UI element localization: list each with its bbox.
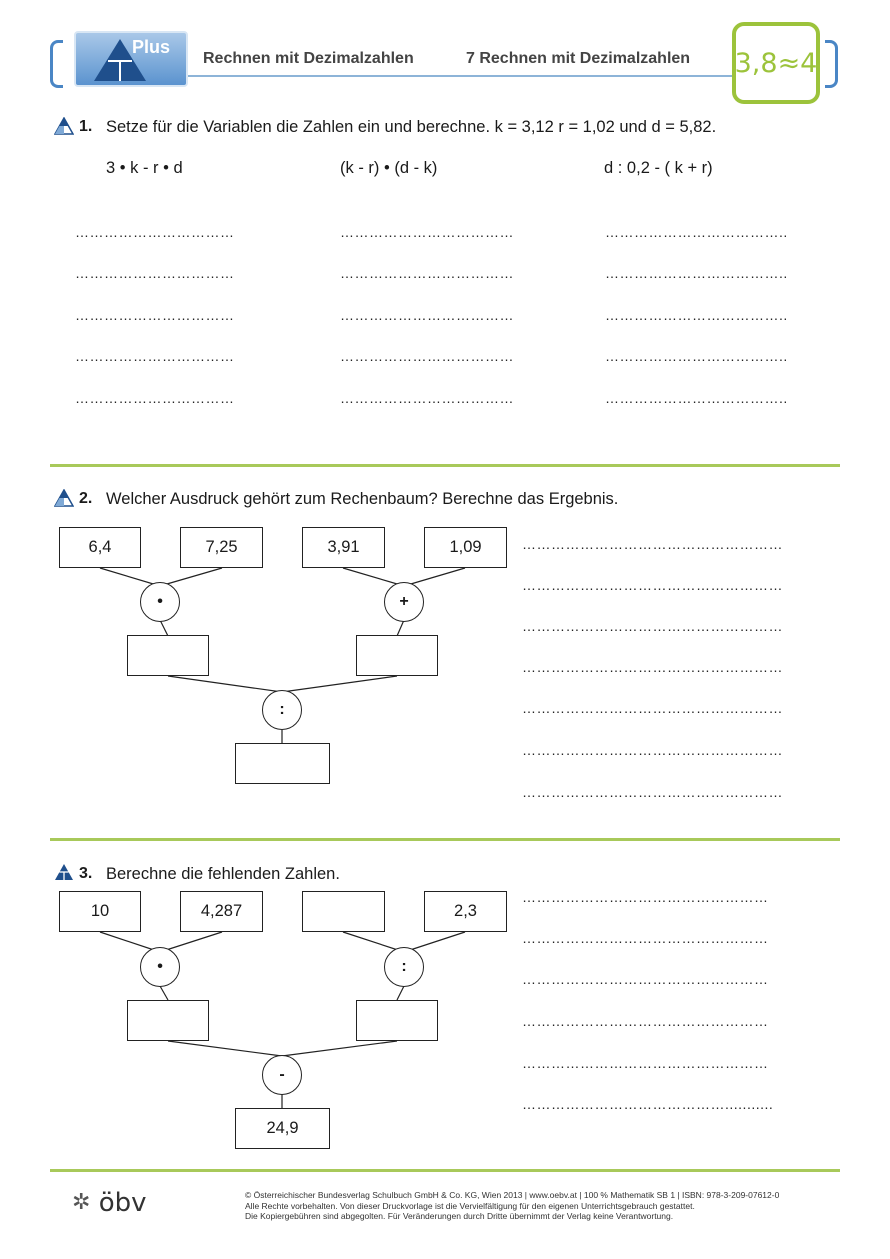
- answer-line[interactable]: ……………………………………………: [522, 1013, 769, 1029]
- tree3-value-box: 4,287: [180, 891, 263, 932]
- answer-line[interactable]: ………………………………..: [605, 390, 788, 406]
- answer-line[interactable]: ………………………………..: [605, 348, 788, 364]
- tree2-value-box: 1,09: [424, 527, 507, 568]
- answer-line[interactable]: ……………………………: [75, 390, 235, 406]
- answer-line[interactable]: ………………………………………………: [522, 659, 783, 675]
- answer-line[interactable]: ………………………………………………: [522, 618, 783, 634]
- footer-divider: [50, 1169, 840, 1172]
- answer-line[interactable]: ………………………………………………: [522, 536, 783, 552]
- answer-line[interactable]: ……………………………: [75, 348, 235, 364]
- rounding-badge: 3,8≈4: [732, 22, 820, 104]
- answer-line[interactable]: ………………………………..: [605, 307, 788, 323]
- answer-line[interactable]: ………………………………………………: [522, 577, 783, 593]
- copyright-line: Die Kopiergebühren sind abgegolten. Für Veränderungen durch Dritte übernimmt der Verlag keine Verantwortung.: [245, 1211, 674, 1221]
- task3-text: Berechne die fehlenden Zahlen.: [106, 865, 340, 883]
- answer-line[interactable]: ………………………………: [340, 307, 514, 323]
- answer-line[interactable]: ……………………………: [75, 265, 235, 281]
- task3-number: 3.: [79, 865, 93, 882]
- task1-text: Setze für die Variablen die Zahlen ein und berechne. k = 3,12 r = 1,02 und d = 5,82.: [106, 118, 717, 136]
- header-title-left: Rechnen mit Dezimalzahlen: [203, 50, 414, 67]
- answer-line[interactable]: ……………………………: [75, 224, 235, 240]
- publisher-logo: [72, 1188, 147, 1218]
- tree2-answer-box[interactable]: [356, 635, 438, 676]
- task1-expression-2: (k - r) • (d - k): [340, 159, 438, 177]
- answer-line[interactable]: ………………………………: [340, 390, 514, 406]
- answer-line[interactable]: ……………………………: [75, 307, 235, 323]
- copyright-notice: [245, 1190, 845, 1222]
- logo-text: Plus: [132, 37, 171, 57]
- task1-expression-1: 3 • k - r • d: [106, 159, 183, 177]
- answer-line[interactable]: ……………………………………...........: [522, 1096, 774, 1112]
- tree2-result-box[interactable]: [235, 743, 330, 784]
- answer-line[interactable]: ………………………………..: [605, 224, 788, 240]
- tree3-operator: •: [140, 947, 180, 987]
- tree2-answer-box[interactable]: [127, 635, 209, 676]
- answer-line[interactable]: ………………………………: [340, 265, 514, 281]
- answer-line[interactable]: ……………………………………………: [522, 930, 769, 946]
- answer-line[interactable]: ………………………………: [340, 224, 514, 240]
- task1-number: 1.: [79, 118, 93, 135]
- tree3-answer-box[interactable]: [356, 1000, 438, 1041]
- tree2-operator: :: [262, 690, 302, 730]
- task2-text: Welcher Ausdruck gehört zum Rechenbaum? Berechne das Ergebnis.: [106, 490, 619, 508]
- tree3-operator: :: [384, 947, 424, 987]
- answer-line[interactable]: ……………………………………………: [522, 1055, 769, 1071]
- tree2-value-box: 6,4: [59, 527, 141, 568]
- copyright-line: © Österreichischer Bundesverlag Schulbuch GmbH & Co. KG, Wien 2013 | www.oebv.at | 100 % Mathematik SB 1 | ISBN: 978-3-209-07612-0: [245, 1190, 780, 1200]
- answer-line[interactable]: ………………………………………………: [522, 742, 783, 758]
- section-divider: [50, 838, 840, 841]
- tree2-value-box: 3,91: [302, 527, 385, 568]
- task2-number: 2.: [79, 490, 93, 507]
- answer-line[interactable]: ………………………………..: [605, 265, 788, 281]
- answer-line[interactable]: ………………………………………………: [522, 784, 783, 800]
- answer-line[interactable]: ………………………………: [340, 348, 514, 364]
- tree3-operator: -: [262, 1055, 302, 1095]
- tree2-value-box: 7,25: [180, 527, 263, 568]
- publisher-name: öbv: [98, 1188, 147, 1218]
- answer-line[interactable]: ……………………………………………: [522, 889, 769, 905]
- tree2-operator: •: [140, 582, 180, 622]
- tree2-operator: +: [384, 582, 424, 622]
- task1-expression-3: d : 0,2 - ( k + r): [604, 159, 713, 177]
- answer-line[interactable]: ……………………………………………: [522, 971, 769, 987]
- copyright-line: Alle Rechte vorbehalten. Von dieser Druckvorlage ist die Vervielfältigung für den eigenen Unterrichtsgebrauch gestattet.: [245, 1200, 695, 1211]
- tree3-missing-box[interactable]: [302, 891, 385, 932]
- tree3-result-box: 24,9: [235, 1108, 330, 1149]
- tree3-answer-box[interactable]: [127, 1000, 209, 1041]
- difficulty-icon: [54, 863, 74, 881]
- publisher-star-icon: ✲: [72, 1190, 91, 1215]
- tree3-value-box: 10: [59, 891, 141, 932]
- header-title-right: 7 Rechnen mit Dezimalzahlen: [466, 50, 691, 67]
- answer-line[interactable]: ………………………………………………: [522, 700, 783, 716]
- tree3-value-box: 2,3: [424, 891, 507, 932]
